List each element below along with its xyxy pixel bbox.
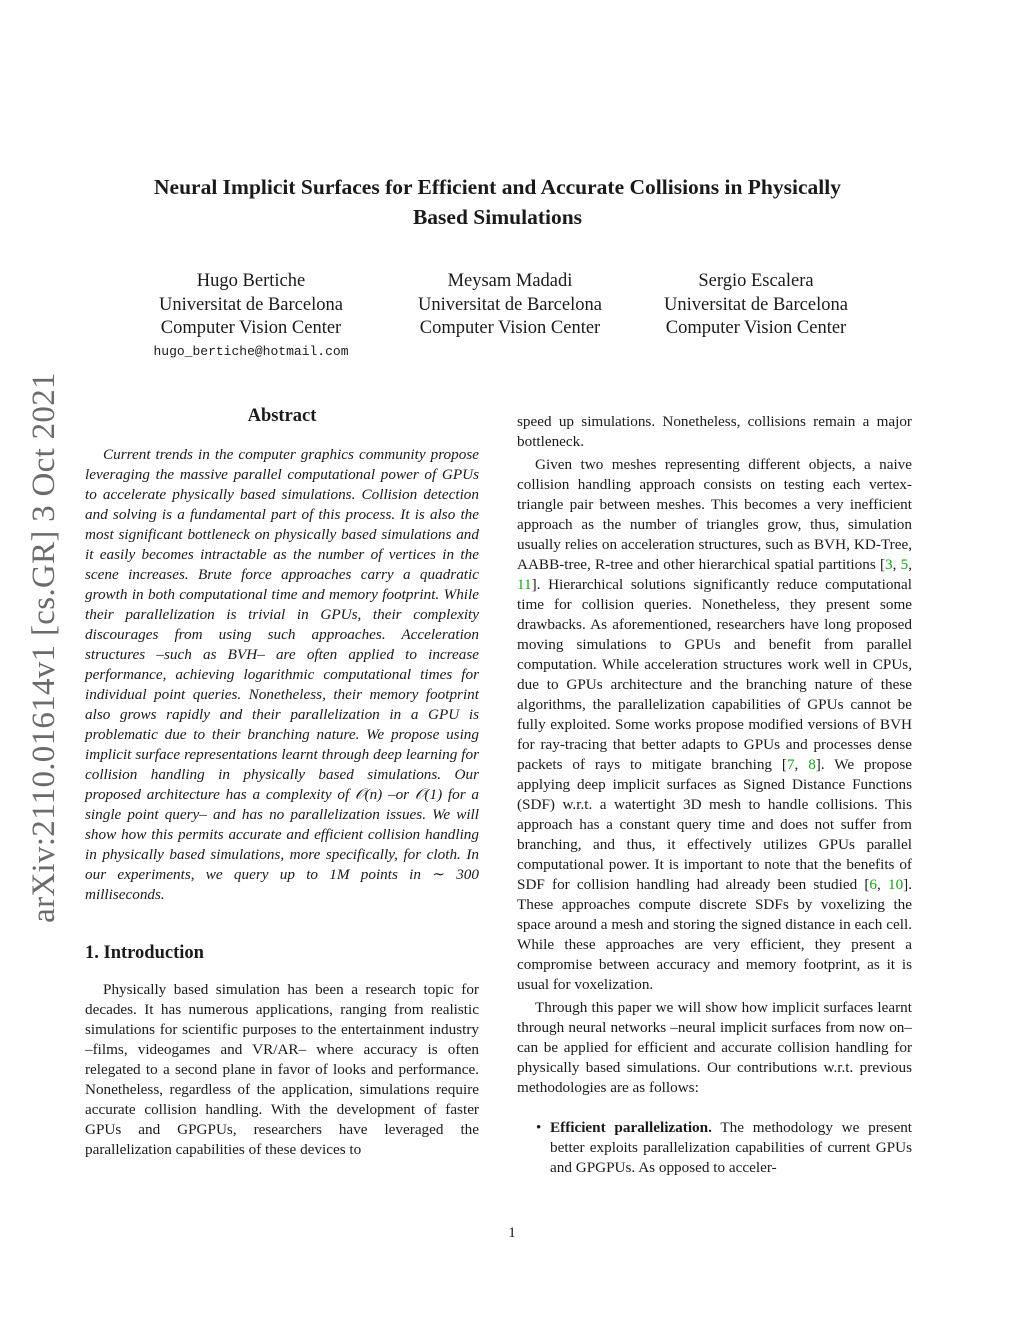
abstract-heading: Abstract xyxy=(247,406,317,426)
title-line-1: Neural Implicit Surfaces for Efficient and Accurate Collisions in Physically xyxy=(154,175,841,199)
author-center: Computer Vision Center xyxy=(160,318,342,338)
continued-paragraph: speed up simulations. Nonetheless, collisions remain a major bottleneck. xyxy=(517,413,912,450)
intro-paragraph: Physically based simulation has been a research topic for decades. It has numerous applications, ranging from realistic simulations for scientific purposes to the entertainment industry –films, videogames and VR/AR– where accuracy is often relegated to a second plane in favor of looks and performance. Nonetheless, regardless of the application, simulations require accurate collision handling. With the development of faster GPUs and GPGPUs, researchers have leveraged the parallelization capabilities of these devices to xyxy=(85,981,479,1158)
title-line-2: Based Simulations xyxy=(412,205,583,229)
paper-title xyxy=(90,172,905,232)
collision-paragraph: Given two meshes representing different objects, a naive collision handling approach consists on testing each vertex-triangle pair between meshes. This becomes a very inefficient approach as the number of triangles grow, thus, simulation usually relies on acceleration structures, such as BVH, KD-Tree, AABB-tree, R-tree and other hierarchical spatial partitions [3, 5, 11]. Hierarchical solutions significantly reduce computational time for collision queries. Nonetheless, they present some drawbacks. As aforementioned, researchers have long proposed moving simulations to GPUs and benefit from parallel computation. While acceleration structures work well in CPUs, due to GPUs architecture and the branching nature of these algorithms, the parallelization capabilities of GPUs cannot be fully exploited. Some works propose modified versions of BVH for ray-tracing that better adapts to GPUs and processes dense packets of rays to mitigate branching [7, 8]. We propose applying deep implicit surfaces as Signed Distance Functions (SDF) w.r.t. a watertight 3D mesh to handle collisions. This approach has a constant query time and does not suffer from branching, and thus, it effectively utilizes GPUs parallel computational power. It is important to note that the benefits of SDF for collision handling had already been studied [6, 10]. These approaches compute discrete SDFs by voxelizing the space around a mesh and storing the signed distance in each cell. While these approaches are very efficient, they present a compromise between accuracy and memory footprint, as it is usual for voxelization. xyxy=(517,456,913,993)
author-name: Meysam Madadi xyxy=(447,271,573,291)
citation-link[interactable]: 6 xyxy=(869,876,878,893)
author-affiliation: Universitat de Barcelona xyxy=(159,294,343,315)
page-number: 1 xyxy=(508,1225,516,1241)
author-2 xyxy=(400,270,620,341)
paragraph-text: ]. We propose applying deep implicit surfaces as Signed Distance Functions (SDF) w.r.t. a watertight 3D mesh to handle collisions. This approach has a constant query time and does not suffer from branching, and thus, it effectively utilizes GPUs parallel computational power. It is important to note that the benefits of SDF for collision handling had already been studied [ xyxy=(517,756,912,893)
author-center: Computer Vision Center xyxy=(665,318,847,338)
author-affiliation: Universitat de Barcelona xyxy=(418,294,602,315)
contribution-bullet xyxy=(517,1118,912,1178)
citation-link[interactable]: 10 xyxy=(887,876,904,893)
left-column xyxy=(85,406,479,1163)
author-affiliation: Universitat de Barcelona xyxy=(664,294,848,315)
citation-link[interactable]: 3 xyxy=(885,556,893,573)
bullet-text: The methodology we present better exploits parallelization capabilities of current GPUs and GPGPUs. As opposed to acceler- xyxy=(550,1119,913,1176)
author-1 xyxy=(141,270,361,363)
paragraph-text: Given two meshes representing different objects, a naive collision handling approach consists on testing each vertex-triangle pair between meshes. This becomes a very inefficient approach as the number of triangles grow, thus, simulation usually relies on acceleration structures, such as BVH, KD-Tree, AABB-tree, R-tree and other hierarchical spatial partitions [ xyxy=(517,456,912,573)
paragraph-text: ]. These approaches compute discrete SDFs by voxelizing the space around a mesh and storing the signed distance in each cell. While these approaches are very efficient, they present a compromise between accuracy and memory footprint, as it is usual for voxelization. xyxy=(517,876,913,993)
paragraph-text: ]. Hierarchical solutions significantly reduce computational time for collision queries. Nonetheless, they present some drawbacks. As aforementioned, researchers have long proposed moving simulations to GPUs and benefit from parallel computation. While acceleration structures work well in CPUs, due to GPUs architecture and the branching nature of these algorithms, the parallelization capabilities of GPUs cannot be fully exploited. Some works propose modified versions of BVH for ray-tracing that better adapts to GPUs and processes dense packets of rays to mitigate branching [ xyxy=(517,576,912,773)
citation-link[interactable]: 7 xyxy=(786,756,795,773)
contributions-paragraph: Through this paper we will show how implicit surfaces learnt through neural networks –neural implicit surfaces from now on– can be applied for efficient and accurate collision handling for physically based simulations. Our contributions w.r.t. previous methodologies are as follows: xyxy=(517,999,912,1096)
citation-link[interactable]: 5 xyxy=(900,556,909,573)
author-3 xyxy=(646,270,866,341)
arxiv-identifier xyxy=(14,365,74,930)
bullet-marker: • xyxy=(536,1119,542,1136)
right-column xyxy=(517,412,912,1178)
author-name: Sergio Escalera xyxy=(698,271,814,291)
author-name: Hugo Bertiche xyxy=(196,271,306,291)
bullet-title: Efficient parallelization. xyxy=(550,1119,712,1136)
author-email: hugo_bertiche@hotmail.com xyxy=(153,343,349,359)
abstract-text: Current trends in the computer graphics community propose leveraging the massive parallel computational power of GPUs to accelerate physically based simulations. Collision detection and solving is a fundamental part of this process. It is also the most significant bottleneck on physically based simulations and it easily becomes intractable as the number of vertices in the scene increases. Brute force approaches carry a quadratic growth in both computational time and memory footprint. While their parallelization is trivial in GPUs, their complexity discourages from using such approaches. Acceleration structures –such as BVH– are often applied to increase performance, achieving logarithmic computational times for individual point queries. Nonetheless, their memory footprint also grows rapidly and their parallelization in a GPU is problematic due to their branching nature. We propose using implicit surface representations learnt through deep learning for collision handling in physically based simulations. Our proposed architecture has a complexity of 𝒪(n) –or 𝒪(1) for a single point query– and has no parallelization issues. We will show how this permits accurate and efficient collision handling in physically based simulations, more specifically, for cloth. In our experiments, we query up to 1M points in ∼ 300 milliseconds. xyxy=(85,446,479,903)
arxiv-id-text: arXiv:2110.01614v1 [cs.GR] 3 Oct 2021 xyxy=(25,372,62,923)
citation-link[interactable]: 8 xyxy=(808,756,816,773)
author-center: Computer Vision Center xyxy=(419,318,601,338)
citation-link[interactable]: 11 xyxy=(517,576,532,593)
introduction-heading: 1. Introduction xyxy=(85,943,204,963)
